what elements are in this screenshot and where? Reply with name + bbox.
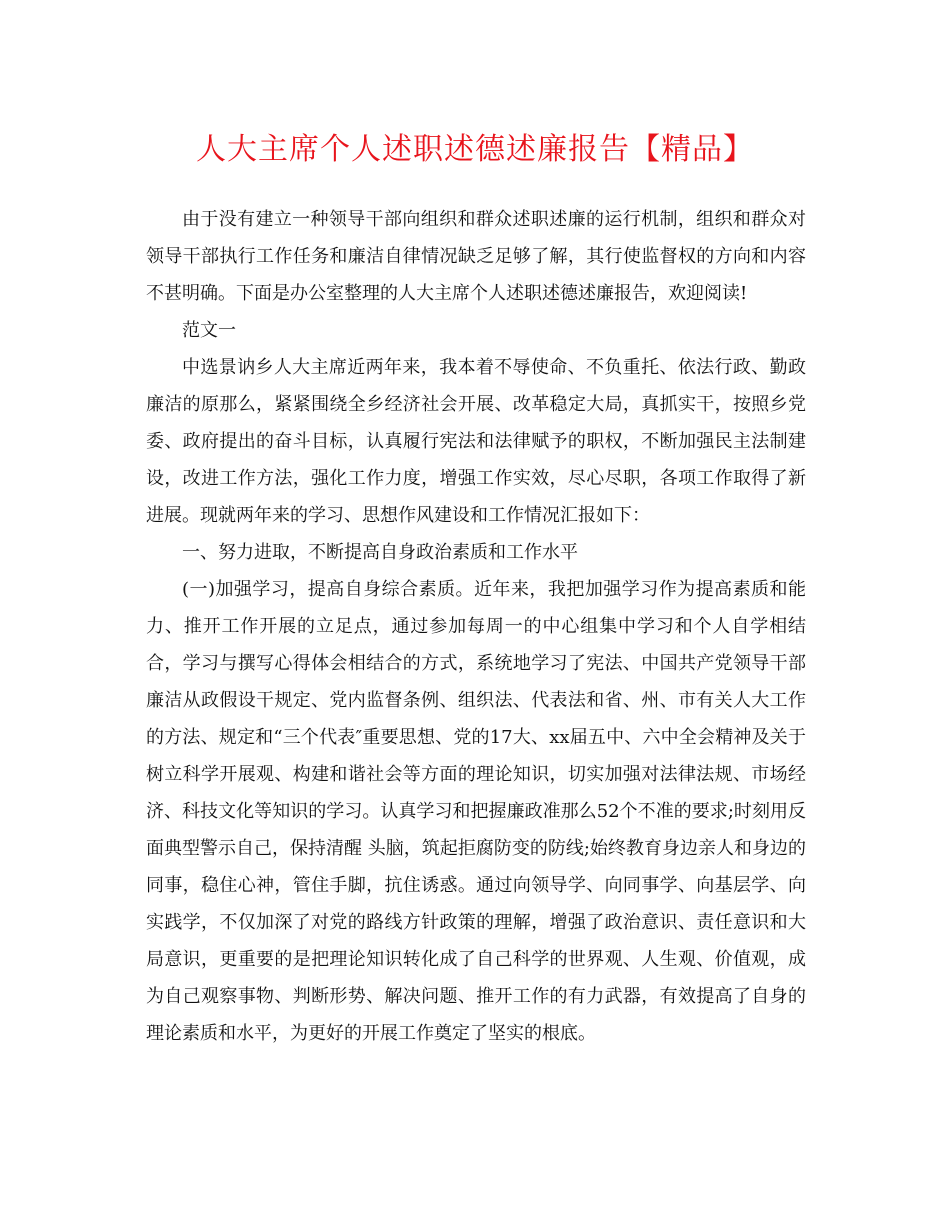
section-label-sample-one: 范文一 <box>182 320 236 341</box>
body-paragraph: (一)加强学习，提高自身综合素质。近年来，我把加强学习作为提高素质和能力、推开工作开展的立足点，通过参加每周一的中心组集中学习和个人自学相结合，学习与撰写心得体会相结合的方式，系统地学习了宪法、中国共产党领导干部廉洁从政假设干规定、党内监督条例、组织法、代表法和省、州、市有关人大工作的方法、规定和“三个代表″重要思想、党的17大、xx届五中、六中全会精神及关于树立科学开展观、构建和谐社会等方面的理论知识，切实加强对法律法规、市场经济、科技文化等知识的学习。认真学习和把握廉政准那么52个不准的要求;时刻用反面典型警示自己，保持清醒 头脑，筑起拒腐防变的防线;始终教育身边亲人和身边的同事，稳住心神，管住手脚，抗住诱惑。通过向领导学、向同事学、向基层学、向实践学，不仅加深了对党的路线方针政策的理解，增强了政治意识、责任意识和大局意识，更重要的是把理论知识转化成了自己科学的世界观、人生观、价值观，成为自己观察事物、判断形势、解决问题、推开工作的有力武器，有效提高了自身的理论素质和水平，为更好的开展工作奠定了坚实的根底。 <box>146 579 806 1044</box>
intro-paragraph: 由于没有建立一种领导干部向组织和群众述职述廉的运行机制，组织和群众对领导干部执行工作任务和廉洁自律情况缺乏足够了解，其行使监督权的方向和内容不甚明确。下面是办公室整理的人大主席个人述职述德述廉报告，欢迎阅读! <box>146 209 806 304</box>
section-heading: 一、努力进取，不断提高自身政治素质和工作水平 <box>182 542 578 563</box>
document-title: 人大主席个人述职述德述廉报告【精品】 <box>196 132 754 167</box>
document-body <box>146 201 806 1052</box>
body-paragraph: 中选景讷乡人大主席近两年来，我本着不辱使命、不负重托、依法行政、勤政廉洁的原那么，紧紧围绕全乡经济社会开展、改革稳定大局，真抓实干，按照乡党委、政府提出的奋斗目标，认真履行宪法和法律赋予的职权，不断加强民主法制建设，改进工作方法，强化工作力度，增强工作实效，尽心尽职，各项工作取得了新进展。现就两年来的学习、思想作风建设和工作情况汇报如下： <box>146 357 806 526</box>
